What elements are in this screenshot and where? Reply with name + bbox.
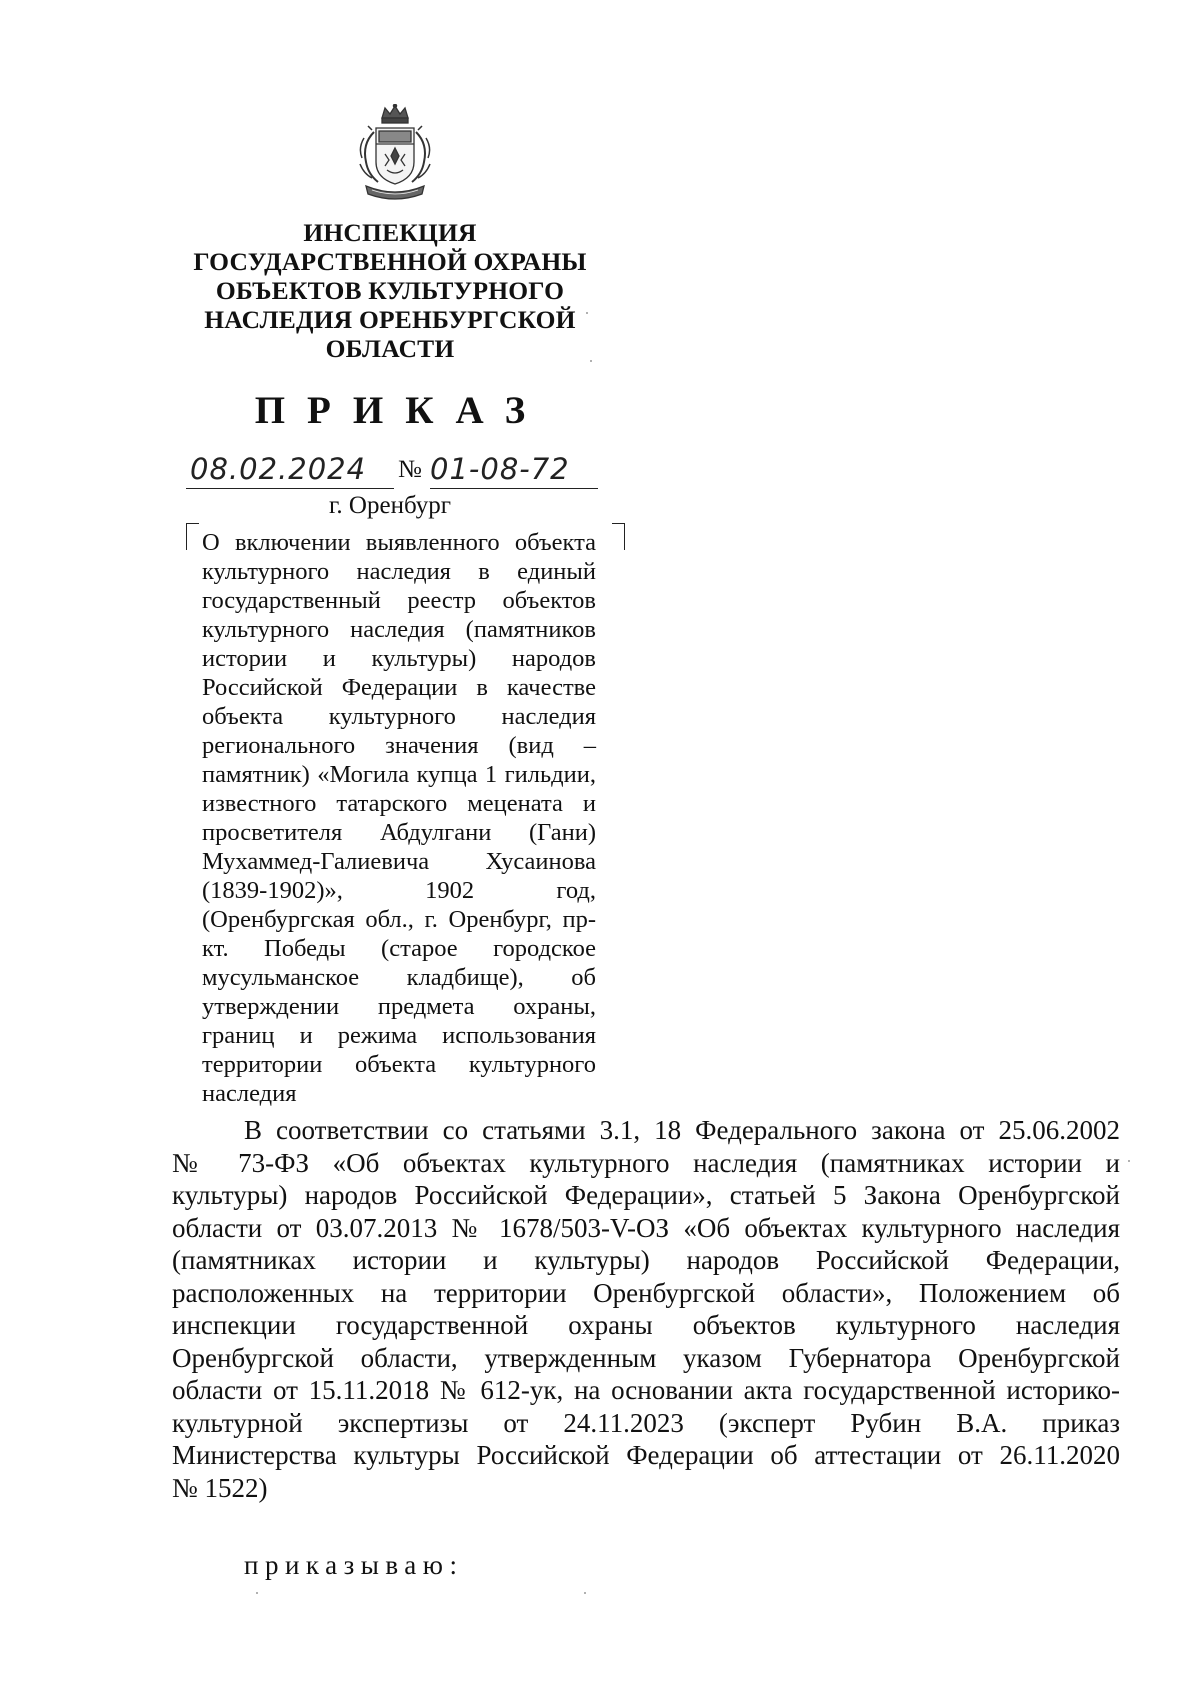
city-line: г. Оренбург — [329, 492, 451, 519]
body-line: Министерства культуры Российской Федерации об аттестации от 26.11.2020 — [172, 1440, 1120, 1470]
body-line: Оренбургской области, утвержденным указом Губернатора Оренбургской — [172, 1342, 1120, 1373]
subject-line: памятник) «Могила купца 1 гильдии, — [202, 761, 596, 788]
subject-line: государственный реестр объектов — [202, 587, 596, 614]
body-line: № 73-ФЗ «Об объектах культурного наследия (памятниках истории и — [172, 1147, 1120, 1178]
subject-line: (1839-1902)», 1902 год, — [202, 877, 596, 904]
subject-line: объекта культурного наследия — [202, 703, 596, 730]
date-underline — [186, 488, 394, 489]
body-line: В соответствии со статьями 3.1, 18 Федерального закона от 25.06.2002 — [244, 1115, 1120, 1145]
scan-speck — [590, 360, 592, 362]
scan-speck — [1128, 1160, 1130, 1162]
org-line: ОБЛАСТИ — [325, 334, 455, 363]
coat-of-arms-icon — [352, 104, 438, 204]
org-line: ГОСУДАРСТВЕННОЙ ОХРАНЫ — [193, 247, 587, 276]
subject-line: культурного наследия (памятников — [202, 616, 596, 643]
body-line: области от 15.11.2018 № 612-ук, на основании акта государственной историко- — [172, 1375, 1120, 1405]
body-line: инспекции государственной охраны объектов культурного наследия — [172, 1310, 1120, 1340]
number-underline — [430, 488, 598, 489]
org-line: ОБЪЕКТОВ КУЛЬТУРНОГО — [215, 276, 565, 305]
subject-line: утверждении предмета охраны, — [202, 993, 596, 1020]
scan-speck — [256, 1592, 258, 1594]
body-line: расположенных на территории Оренбургской области», Положением об — [172, 1277, 1120, 1308]
org-line: НАСЛЕДИЯ ОРЕНБУРГСКОЙ — [204, 305, 576, 334]
subject-bracket-left — [186, 523, 199, 550]
subject-line: территории объекта культурного — [202, 1051, 596, 1078]
body-paragraph — [172, 1114, 1120, 1504]
subject-line: Российской Федерации в качестве — [202, 674, 596, 701]
order-word: приказываю: — [244, 1550, 464, 1580]
subject-line: культурного наследия в единый — [202, 558, 596, 585]
subject-line: известного татарского мецената и — [202, 790, 596, 817]
subject-line: регионального значения (вид – — [202, 732, 596, 759]
subject-bracket-right — [612, 523, 625, 550]
subject-block — [202, 528, 596, 1108]
organization-name — [160, 218, 620, 363]
subject-line: границ и режима использования — [202, 1022, 596, 1049]
subject-line: наследия — [202, 1080, 297, 1107]
scan-speck — [584, 1592, 586, 1594]
body-line: (памятниках истории и культуры) народов Российской Федерации, — [172, 1245, 1120, 1275]
scan-speck — [586, 312, 588, 314]
subject-line: истории и культуры) народов — [202, 645, 596, 672]
date-number-line — [186, 452, 600, 494]
subject-line: О включении выявленного объекта — [202, 529, 596, 556]
subject-line: Мухаммед-Галиевича Хусаинова — [202, 848, 596, 875]
document-title: ПРИКАЗ — [254, 389, 548, 432]
subject-line: просветителя Абдулгани (Гани) — [202, 819, 596, 846]
handwritten-date: 08.02.2024 — [190, 452, 367, 486]
subject-line: (Оренбургская обл., г. Оренбург, пр- — [202, 906, 596, 933]
subject-line: кт. Победы (старое городское — [202, 935, 596, 962]
org-line: ИНСПЕКЦИЯ — [303, 218, 477, 247]
body-line: культурной экспертизы от 24.11.2023 (эксперт Рубин В.А. приказ — [172, 1407, 1120, 1438]
number-sign: № — [398, 456, 422, 483]
body-line: № 1522) — [172, 1472, 268, 1503]
handwritten-number: 01-08-72 — [430, 452, 570, 486]
subject-line: мусульманское кладбище), об — [202, 964, 596, 991]
body-line: культуры) народов Российской Федерации», статьей 5 Закона Оренбургской — [172, 1180, 1120, 1210]
body-line: области от 03.07.2013 № 1678/503-V-ОЗ «Об объектах культурного наследия — [172, 1212, 1120, 1243]
